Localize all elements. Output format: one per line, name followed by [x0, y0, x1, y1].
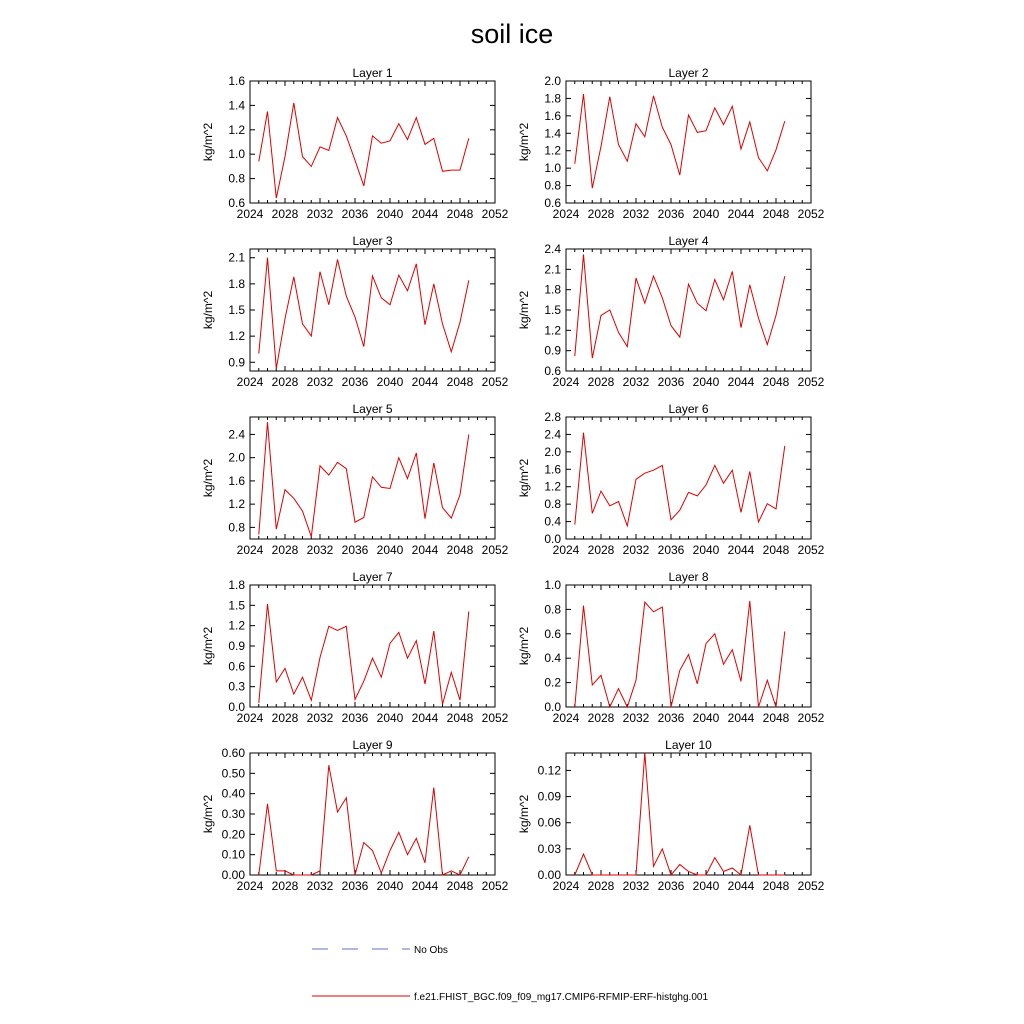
series-line — [259, 422, 469, 537]
panels — [201, 66, 825, 893]
y-tick-label: 0.6 — [228, 659, 245, 674]
legend — [312, 945, 708, 1003]
x-tick-label: 2032 — [306, 207, 334, 221]
y-tick-label: 0.00 — [537, 868, 561, 882]
panel-layer-8 — [517, 570, 825, 725]
y-tick-label: 1.4 — [544, 126, 561, 141]
x-tick-label: 2052 — [481, 711, 509, 725]
y-tick-label: 1.8 — [228, 276, 245, 291]
y-tick-label: 0.4 — [544, 651, 561, 666]
x-tick-label: 2032 — [622, 879, 650, 893]
y-tick-label: 2.0 — [544, 444, 561, 459]
x-tick-label: 2040 — [692, 543, 720, 557]
y-tick-label: 1.8 — [544, 282, 561, 297]
x-tick-label: 2028 — [587, 543, 615, 557]
plot-frame — [250, 585, 495, 707]
plot-frame — [566, 81, 811, 203]
y-tick-label: 0.9 — [228, 355, 245, 370]
y-tick-label: 0.09 — [537, 789, 561, 804]
x-tick-label: 2024 — [552, 207, 580, 221]
y-tick-label: 0.0 — [544, 532, 561, 546]
x-tick-label: 2032 — [306, 543, 334, 557]
y-tick-label: 1.4 — [228, 98, 245, 113]
y-tick-label: 1.2 — [228, 122, 245, 137]
y-tick-label: 0.6 — [544, 364, 561, 378]
y-tick-label: 2.8 — [544, 410, 561, 424]
y-tick-label: 0.8 — [544, 497, 561, 512]
y-tick-label: 0.12 — [537, 763, 561, 778]
x-tick-label: 2032 — [622, 711, 650, 725]
plot-frame — [250, 81, 495, 203]
panel-layer-3 — [201, 234, 509, 389]
y-tick-label: 1.8 — [544, 91, 561, 106]
y-axis-label: kg/m^2 — [201, 122, 215, 162]
y-tick-label: 1.8 — [228, 578, 245, 592]
series-line — [259, 604, 469, 704]
y-tick-label: 2.1 — [228, 250, 245, 265]
x-tick-label: 2048 — [446, 375, 474, 389]
y-tick-label: 0.4 — [544, 514, 561, 529]
x-tick-label: 2052 — [797, 879, 825, 893]
y-tick-label: 0.30 — [221, 807, 245, 821]
x-tick-label: 2040 — [376, 711, 404, 725]
x-tick-label: 2036 — [657, 543, 685, 557]
x-tick-label: 2032 — [622, 207, 650, 221]
series-line — [575, 94, 785, 188]
x-tick-label: 2052 — [797, 711, 825, 725]
y-axis-label: kg/m^2 — [517, 794, 531, 834]
y-tick-label: 0.9 — [228, 639, 245, 653]
x-tick-label: 2024 — [236, 207, 264, 221]
x-tick-label: 2044 — [411, 543, 439, 557]
series-line — [259, 103, 469, 198]
y-tick-label: 2.4 — [544, 242, 561, 256]
x-tick-label: 2036 — [341, 879, 369, 893]
x-tick-label: 2028 — [271, 375, 299, 389]
y-tick-label: 1.2 — [544, 323, 561, 338]
x-tick-label: 2048 — [446, 879, 474, 893]
panel-title: Layer 6 — [668, 402, 709, 416]
panel-title: Layer 3 — [352, 234, 393, 248]
x-tick-label: 2032 — [306, 375, 334, 389]
y-tick-label: 1.6 — [544, 462, 561, 477]
x-tick-label: 2052 — [481, 375, 509, 389]
x-tick-label: 2040 — [376, 207, 404, 221]
y-tick-label: 0.3 — [228, 679, 245, 694]
x-tick-label: 2048 — [446, 711, 474, 725]
x-tick-label: 2032 — [622, 375, 650, 389]
panel-title: Layer 5 — [352, 402, 393, 416]
y-tick-label: 1.6 — [544, 108, 561, 123]
x-tick-label: 2024 — [552, 711, 580, 725]
y-tick-label: 0.8 — [228, 520, 245, 535]
y-tick-label: 1.2 — [228, 618, 245, 633]
x-tick-label: 2036 — [657, 375, 685, 389]
y-tick-label: 1.5 — [544, 303, 561, 317]
y-axis-label: kg/m^2 — [201, 290, 215, 330]
panel-layer-7 — [201, 570, 509, 725]
x-tick-label: 2024 — [236, 711, 264, 725]
y-tick-label: 2.4 — [544, 427, 561, 442]
y-tick-label: 0.9 — [544, 343, 561, 358]
x-tick-label: 2048 — [446, 543, 474, 557]
x-tick-label: 2052 — [481, 207, 509, 221]
x-tick-label: 2048 — [446, 207, 474, 221]
y-tick-label: 1.2 — [544, 479, 561, 494]
x-tick-label: 2040 — [692, 711, 720, 725]
series-line — [259, 258, 469, 369]
panel-layer-6 — [517, 402, 825, 557]
y-axis-label: kg/m^2 — [201, 626, 215, 666]
y-tick-label: 0.10 — [221, 847, 245, 862]
x-tick-label: 2048 — [762, 711, 790, 725]
series-line — [575, 433, 785, 526]
x-tick-label: 2028 — [271, 711, 299, 725]
x-tick-label: 2044 — [411, 879, 439, 893]
x-tick-label: 2044 — [727, 711, 755, 725]
y-tick-label: 0.2 — [544, 675, 561, 690]
x-tick-label: 2048 — [762, 879, 790, 893]
y-tick-label: 0.50 — [221, 766, 245, 781]
x-tick-label: 2024 — [236, 879, 264, 893]
x-tick-label: 2040 — [376, 543, 404, 557]
x-tick-label: 2024 — [236, 543, 264, 557]
y-tick-label: 0.03 — [537, 841, 561, 856]
x-tick-label: 2048 — [762, 207, 790, 221]
panel-title: Layer 4 — [668, 234, 709, 248]
x-tick-label: 2036 — [341, 207, 369, 221]
x-tick-label: 2052 — [797, 207, 825, 221]
y-axis-label: kg/m^2 — [201, 794, 215, 834]
y-tick-label: 0.40 — [221, 786, 245, 801]
panel-title: Layer 9 — [352, 738, 393, 752]
y-tick-label: 2.4 — [228, 427, 245, 442]
series-line — [575, 601, 785, 707]
x-tick-label: 2044 — [727, 375, 755, 389]
x-tick-label: 2044 — [411, 375, 439, 389]
x-tick-label: 2028 — [587, 207, 615, 221]
x-tick-label: 2052 — [797, 543, 825, 557]
y-axis-label: kg/m^2 — [517, 122, 531, 162]
y-tick-label: 0.0 — [544, 700, 561, 714]
y-tick-label: 1.6 — [228, 473, 245, 488]
y-tick-label: 0.8 — [544, 602, 561, 617]
panel-layer-5 — [201, 402, 509, 557]
main-title: soil ice — [470, 19, 554, 49]
y-axis-label: kg/m^2 — [517, 458, 531, 498]
x-tick-label: 2024 — [552, 375, 580, 389]
plot-frame — [566, 249, 811, 371]
x-tick-label: 2048 — [762, 543, 790, 557]
x-tick-label: 2028 — [587, 375, 615, 389]
x-tick-label: 2044 — [727, 207, 755, 221]
x-tick-label: 2044 — [727, 543, 755, 557]
x-tick-label: 2044 — [727, 879, 755, 893]
x-tick-label: 2036 — [341, 711, 369, 725]
x-tick-label: 2024 — [552, 543, 580, 557]
plot-frame — [566, 753, 811, 875]
y-tick-label: 0.60 — [221, 746, 245, 760]
y-tick-label: 1.2 — [228, 497, 245, 512]
y-tick-label: 0.8 — [544, 178, 561, 193]
y-tick-label: 2.1 — [544, 262, 561, 277]
x-tick-label: 2028 — [271, 543, 299, 557]
x-tick-label: 2028 — [587, 879, 615, 893]
legend-no-obs-label: No Obs — [414, 945, 448, 956]
y-tick-label: 0.8 — [228, 171, 245, 186]
y-tick-label: 1.2 — [228, 329, 245, 344]
x-tick-label: 2040 — [376, 375, 404, 389]
x-tick-label: 2040 — [376, 879, 404, 893]
x-tick-label: 2044 — [411, 207, 439, 221]
series-line — [575, 753, 785, 875]
y-axis-label: kg/m^2 — [517, 290, 531, 330]
panel-title: Layer 8 — [668, 570, 709, 584]
y-tick-label: 1.0 — [544, 161, 561, 176]
y-axis-label: kg/m^2 — [517, 626, 531, 666]
x-tick-label: 2052 — [797, 375, 825, 389]
panel-title: Layer 1 — [352, 66, 393, 80]
series-line — [575, 254, 785, 358]
x-tick-label: 2052 — [481, 543, 509, 557]
y-tick-label: 1.5 — [228, 303, 245, 317]
series-line — [259, 765, 469, 875]
y-tick-label: 2.0 — [228, 450, 245, 465]
panel-title: Layer 7 — [352, 570, 393, 584]
x-tick-label: 2024 — [552, 879, 580, 893]
plot-frame — [566, 417, 811, 539]
x-tick-label: 2040 — [692, 879, 720, 893]
x-tick-label: 2036 — [341, 543, 369, 557]
x-tick-label: 2044 — [411, 711, 439, 725]
y-tick-label: 0.6 — [544, 626, 561, 641]
x-tick-label: 2040 — [692, 207, 720, 221]
x-tick-label: 2036 — [657, 879, 685, 893]
panel-title: Layer 2 — [668, 66, 709, 80]
y-tick-label: 1.0 — [544, 578, 561, 592]
x-tick-label: 2040 — [692, 375, 720, 389]
y-tick-label: 1.6 — [228, 74, 245, 88]
y-tick-label: 1.5 — [228, 598, 245, 613]
y-tick-label: 0.6 — [228, 196, 245, 210]
x-tick-label: 2028 — [271, 207, 299, 221]
plot-frame — [250, 753, 495, 875]
x-tick-label: 2036 — [657, 711, 685, 725]
x-tick-label: 2036 — [657, 207, 685, 221]
x-tick-label: 2028 — [587, 711, 615, 725]
y-axis-label: kg/m^2 — [201, 458, 215, 498]
x-tick-label: 2024 — [236, 375, 264, 389]
y-tick-label: 1.2 — [544, 143, 561, 158]
x-tick-label: 2032 — [306, 879, 334, 893]
panel-layer-1 — [201, 66, 509, 221]
x-tick-label: 2052 — [481, 879, 509, 893]
x-tick-label: 2032 — [306, 711, 334, 725]
y-tick-label: 2.0 — [544, 74, 561, 88]
x-tick-label: 2032 — [622, 543, 650, 557]
x-tick-label: 2028 — [271, 879, 299, 893]
legend-model-label: f.e21.FHIST_BGC.f09_f09_mg17.CMIP6-RFMIP-ERF-histghg.001 — [414, 992, 709, 1003]
y-tick-label: 0.6 — [544, 196, 561, 210]
y-tick-label: 0.00 — [221, 868, 245, 882]
y-tick-label: 0.20 — [221, 827, 245, 842]
panel-layer-4 — [517, 234, 825, 389]
panel-layer-2 — [517, 66, 825, 221]
panel-layer-9 — [201, 738, 509, 893]
panel-layer-10 — [517, 738, 825, 893]
y-tick-label: 1.0 — [228, 147, 245, 162]
plot-frame — [566, 585, 811, 707]
y-tick-label: 0.06 — [537, 815, 561, 830]
y-tick-label: 0.0 — [228, 700, 245, 714]
x-tick-label: 2036 — [341, 375, 369, 389]
panel-title: Layer 10 — [665, 738, 712, 752]
x-tick-label: 2048 — [762, 375, 790, 389]
